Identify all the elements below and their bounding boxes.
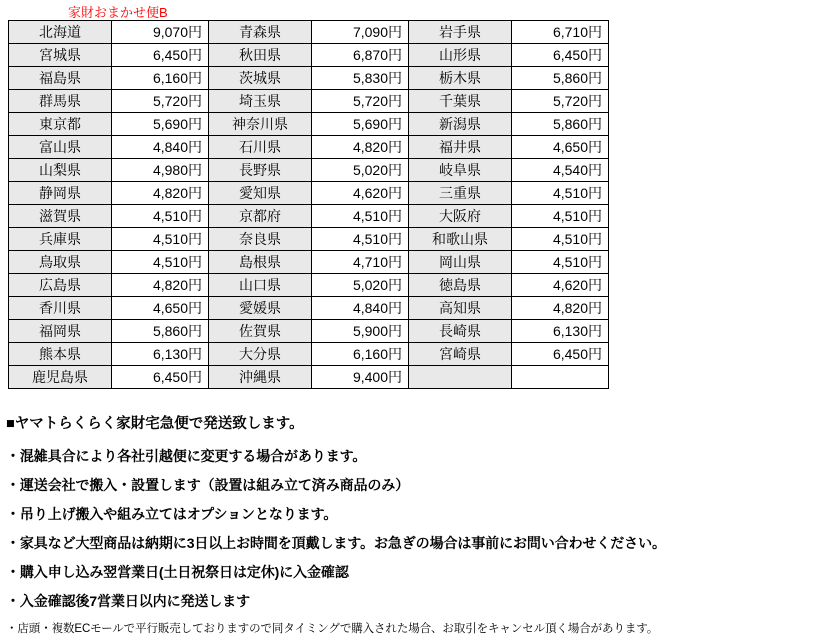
price-cell: 4,510円 xyxy=(112,251,209,274)
note-item: ・家具など大型商品は納期に3日以上お時間を頂戴します。お急ぎの場合は事前にお問い合わせください。 xyxy=(6,535,666,551)
price-cell: 4,820円 xyxy=(312,136,409,159)
prefecture-cell: 島根県 xyxy=(209,251,312,274)
prefecture-cell: 宮城県 xyxy=(9,44,112,67)
prefecture-cell: 神奈川県 xyxy=(209,113,312,136)
price-cell: 4,840円 xyxy=(312,297,409,320)
price-cell: 4,820円 xyxy=(112,274,209,297)
prefecture-cell: 宮崎県 xyxy=(409,343,512,366)
prefecture-cell: 福岡県 xyxy=(9,320,112,343)
prefecture-cell: 山梨県 xyxy=(9,159,112,182)
note-item: ・運送会社で搬入・設置します（設置は組み立て済み商品のみ） xyxy=(6,477,410,493)
prefecture-cell: 大分県 xyxy=(209,343,312,366)
page-title: 家財おまかせ便B xyxy=(68,5,168,20)
prefecture-cell: 石川県 xyxy=(209,136,312,159)
prefecture-cell: 青森県 xyxy=(209,21,312,44)
price-cell: 4,510円 xyxy=(512,182,609,205)
prefecture-cell: 福井県 xyxy=(409,136,512,159)
table-row xyxy=(9,274,609,297)
table-row xyxy=(9,205,609,228)
table-row xyxy=(9,251,609,274)
prefecture-cell: 鳥取県 xyxy=(9,251,112,274)
price-cell: 5,690円 xyxy=(312,113,409,136)
price-cell: 6,450円 xyxy=(512,343,609,366)
prefecture-cell: 三重県 xyxy=(409,182,512,205)
prefecture-cell: 兵庫県 xyxy=(9,228,112,251)
prefecture-cell: 東京都 xyxy=(9,113,112,136)
table-row xyxy=(9,320,609,343)
prefecture-cell: 広島県 xyxy=(9,274,112,297)
price-cell: 4,840円 xyxy=(112,136,209,159)
table-row xyxy=(9,159,609,182)
price-cell: 6,160円 xyxy=(112,67,209,90)
price-cell: 6,450円 xyxy=(512,44,609,67)
prefecture-cell: 山形県 xyxy=(409,44,512,67)
prefecture-cell: 徳島県 xyxy=(409,274,512,297)
note-disclaimer: ・店頭・複数ECモールで平行販売しておりますので同タイミングで購入された場合、お取引をキャンセル頂く場合があります。 xyxy=(6,623,659,635)
note-item: ・入金確認後7営業日以内に発送します xyxy=(6,593,250,609)
prefecture-cell: 岩手県 xyxy=(409,21,512,44)
price-cell: 4,510円 xyxy=(112,228,209,251)
prefecture-cell: 和歌山県 xyxy=(409,228,512,251)
prefecture-cell: 香川県 xyxy=(9,297,112,320)
note-item: ・購入申し込み翌営業日(土日祝祭日は定休)に入金確認 xyxy=(6,564,349,580)
prefecture-cell: 新潟県 xyxy=(409,113,512,136)
price-cell: 6,710円 xyxy=(512,21,609,44)
price-cell: 7,090円 xyxy=(312,21,409,44)
prefecture-cell: 滋賀県 xyxy=(9,205,112,228)
prefecture-cell: 茨城県 xyxy=(209,67,312,90)
empty-prefecture-cell xyxy=(409,366,512,389)
prefecture-cell: 沖縄県 xyxy=(209,366,312,389)
note-item: ・吊り上げ搬入や組み立てはオプションとなります。 xyxy=(6,506,338,522)
prefecture-cell: 長崎県 xyxy=(409,320,512,343)
price-cell: 5,020円 xyxy=(312,159,409,182)
price-cell: 5,720円 xyxy=(512,90,609,113)
price-cell: 4,510円 xyxy=(112,205,209,228)
price-cell: 6,870円 xyxy=(312,44,409,67)
price-cell: 9,400円 xyxy=(312,366,409,389)
prefecture-cell: 山口県 xyxy=(209,274,312,297)
note-item: ・混雑具合により各社引越便に変更する場合があります。 xyxy=(6,448,367,464)
table-row xyxy=(9,366,609,389)
price-cell: 4,620円 xyxy=(312,182,409,205)
table-row xyxy=(9,113,609,136)
prefecture-cell: 鹿児島県 xyxy=(9,366,112,389)
shipping-fee-table xyxy=(8,20,609,389)
notes-heading: ■ヤマトらくらく家財宅急便で発送致します。 xyxy=(6,416,304,432)
prefecture-cell: 岡山県 xyxy=(409,251,512,274)
price-cell: 4,650円 xyxy=(512,136,609,159)
price-cell: 4,620円 xyxy=(512,274,609,297)
price-cell: 5,860円 xyxy=(512,67,609,90)
price-cell: 5,860円 xyxy=(112,320,209,343)
prefecture-cell: 岐阜県 xyxy=(409,159,512,182)
prefecture-cell: 静岡県 xyxy=(9,182,112,205)
prefecture-cell: 栃木県 xyxy=(409,67,512,90)
table-row xyxy=(9,44,609,67)
table-row xyxy=(9,67,609,90)
price-cell: 6,130円 xyxy=(512,320,609,343)
price-cell: 5,690円 xyxy=(112,113,209,136)
price-cell: 4,540円 xyxy=(512,159,609,182)
prefecture-cell: 千葉県 xyxy=(409,90,512,113)
table-row xyxy=(9,228,609,251)
table-row xyxy=(9,21,609,44)
prefecture-cell: 愛媛県 xyxy=(209,297,312,320)
prefecture-cell: 高知県 xyxy=(409,297,512,320)
prefecture-cell: 富山県 xyxy=(9,136,112,159)
prefecture-cell: 奈良県 xyxy=(209,228,312,251)
price-cell: 5,900円 xyxy=(312,320,409,343)
table-row xyxy=(9,182,609,205)
price-cell: 4,820円 xyxy=(112,182,209,205)
prefecture-cell: 秋田県 xyxy=(209,44,312,67)
table-row xyxy=(9,297,609,320)
price-cell: 4,980円 xyxy=(112,159,209,182)
price-cell: 5,020円 xyxy=(312,274,409,297)
notes-section xyxy=(6,412,816,636)
price-cell: 4,510円 xyxy=(512,251,609,274)
price-cell: 6,450円 xyxy=(112,44,209,67)
price-cell: 5,720円 xyxy=(112,90,209,113)
table-row xyxy=(9,343,609,366)
price-cell: 9,070円 xyxy=(112,21,209,44)
prefecture-cell: 福島県 xyxy=(9,67,112,90)
price-cell: 4,820円 xyxy=(512,297,609,320)
prefecture-cell: 埼玉県 xyxy=(209,90,312,113)
empty-price-cell xyxy=(512,366,609,389)
prefecture-cell: 京都府 xyxy=(209,205,312,228)
prefecture-cell: 熊本県 xyxy=(9,343,112,366)
price-cell: 4,650円 xyxy=(112,297,209,320)
prefecture-cell: 大阪府 xyxy=(409,205,512,228)
price-cell: 4,510円 xyxy=(312,228,409,251)
price-cell: 5,720円 xyxy=(312,90,409,113)
prefecture-cell: 愛知県 xyxy=(209,182,312,205)
price-cell: 4,510円 xyxy=(512,228,609,251)
price-cell: 5,830円 xyxy=(312,67,409,90)
table-row xyxy=(9,136,609,159)
price-cell: 6,160円 xyxy=(312,343,409,366)
table-row xyxy=(9,90,609,113)
price-cell: 4,510円 xyxy=(312,205,409,228)
prefecture-cell: 北海道 xyxy=(9,21,112,44)
table-body xyxy=(9,21,609,389)
price-cell: 5,860円 xyxy=(512,113,609,136)
prefecture-cell: 長野県 xyxy=(209,159,312,182)
price-cell: 6,450円 xyxy=(112,366,209,389)
price-cell: 6,130円 xyxy=(112,343,209,366)
price-cell: 4,510円 xyxy=(512,205,609,228)
prefecture-cell: 佐賀県 xyxy=(209,320,312,343)
price-cell: 4,710円 xyxy=(312,251,409,274)
prefecture-cell: 群馬県 xyxy=(9,90,112,113)
